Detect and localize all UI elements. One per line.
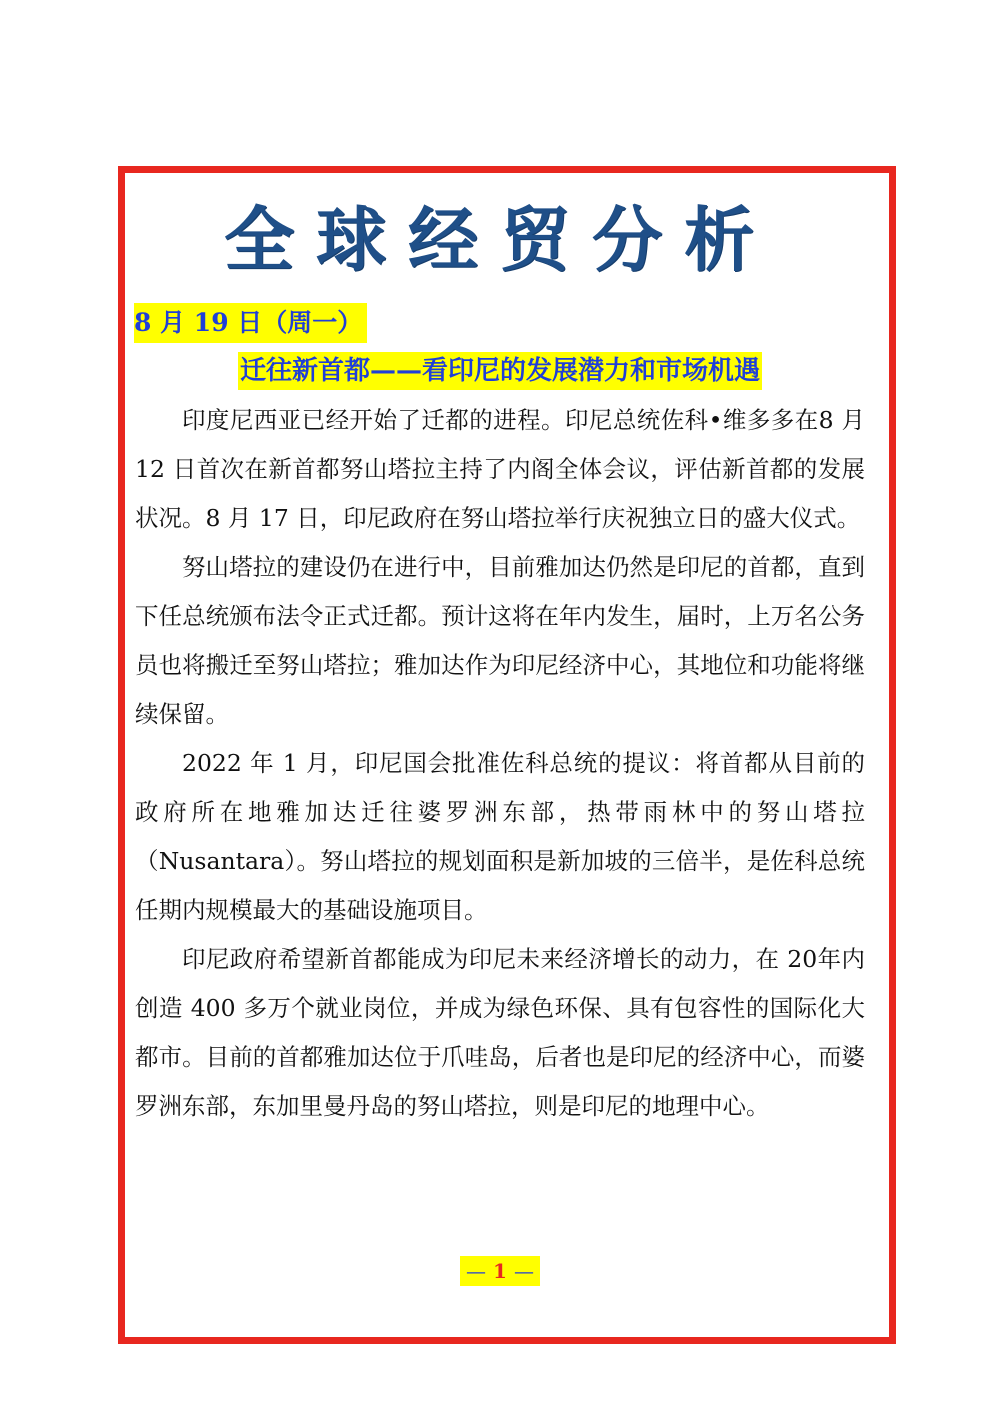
issue-date: 8 月 19 日（周一） xyxy=(134,303,367,343)
publication-masthead: 全球经贸分析 xyxy=(224,199,776,281)
paragraph-2: 努山塔拉的建设仍在进行中，目前雅加达仍然是印尼的首都，直到下任总统颁布法令正式迁都。预计这将在年内发生，届时，上万名公务员也将搬迁至努山塔拉；雅加达作为印尼经济中心，其地位和功能将继续保留。 xyxy=(135,553,865,728)
page-number-footer xyxy=(0,1256,1000,1286)
page-dash-right: — xyxy=(511,1256,537,1286)
paragraph-1: 印度尼西亚已经开始了迁都的进程。印尼总统佐科•维多多在8 月 12 日首次在新首都努山塔拉主持了内阁全体会议，评估新首都的发展状况。8 月 17 日，印尼政府在努山塔拉举行庆祝独立日的盛大仪式。 xyxy=(135,406,865,532)
page-number: 1 xyxy=(493,1259,507,1283)
page-dash-left: — xyxy=(463,1256,489,1286)
paragraph-3: 2022 年 1 月，印尼国会批准佐科总统的提议：将首都从目前的政府所在地雅加达迁往婆罗洲东部，热带雨林中的努山塔拉（Nusantara）。努山塔拉的规划面积是新加坡的三倍半，是佐科总统任期内规模最大的基础设施项目。 xyxy=(135,749,865,924)
article-headline: 迁往新首都——看印尼的发展潜力和市场机遇 xyxy=(238,352,762,390)
article-headline-wrap xyxy=(0,352,1000,390)
article-body xyxy=(135,396,865,1131)
page-number-highlight xyxy=(460,1256,540,1286)
paragraph-4: 印尼政府希望新首都能成为印尼未来经济增长的动力，在 20年内创造 400 多万个就业岗位，并成为绿色环保、具有包容性的国际化大都市。目前的首都雅加达位于爪哇岛，后者也是印尼的经济中心，而婆罗洲东部，东加里曼丹岛的努山塔拉，则是印尼的地理中心。 xyxy=(135,945,865,1120)
